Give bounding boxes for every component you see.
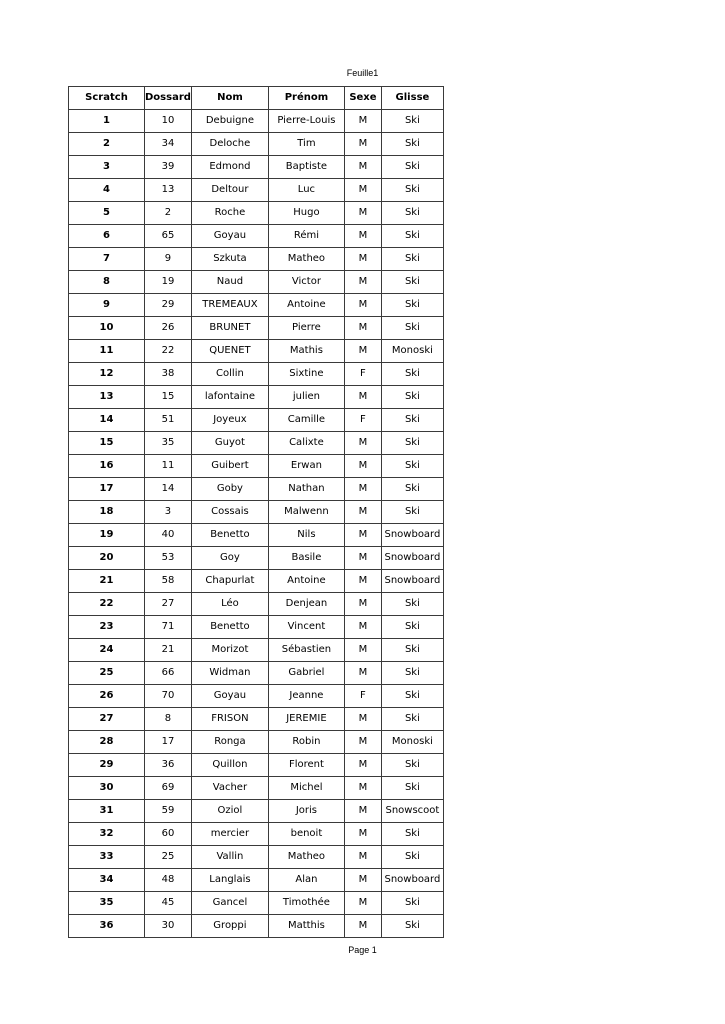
nom-cell: Goyau — [191, 225, 268, 248]
glisse-cell: Ski — [381, 179, 443, 202]
column-header-dossard: Dossard — [145, 87, 192, 110]
table-row — [69, 110, 444, 133]
prenom-cell: Tim — [268, 133, 344, 156]
nom-cell: Ronga — [191, 731, 268, 754]
sexe-cell: M — [344, 110, 381, 133]
scratch-cell: 1 — [69, 110, 145, 133]
page-number-footer: Page 1 — [348, 945, 377, 955]
sexe-cell: M — [344, 869, 381, 892]
prenom-cell: Pierre-Louis — [268, 110, 344, 133]
table-row — [69, 386, 444, 409]
table-row — [69, 248, 444, 271]
prenom-cell: Gabriel — [268, 662, 344, 685]
sexe-cell: M — [344, 225, 381, 248]
nom-cell: Joyeux — [191, 409, 268, 432]
prenom-cell: Jeanne — [268, 685, 344, 708]
table-row — [69, 777, 444, 800]
glisse-cell: Ski — [381, 639, 443, 662]
header-row — [69, 87, 444, 110]
glisse-cell: Ski — [381, 156, 443, 179]
glisse-cell: Monoski — [381, 340, 443, 363]
glisse-cell: Ski — [381, 478, 443, 501]
scratch-cell: 21 — [69, 570, 145, 593]
nom-cell: Chapurlat — [191, 570, 268, 593]
table-row — [69, 685, 444, 708]
scratch-cell: 6 — [69, 225, 145, 248]
glisse-cell: Snowboard — [381, 524, 443, 547]
nom-cell: Vallin — [191, 846, 268, 869]
prenom-cell: Erwan — [268, 455, 344, 478]
sexe-cell: M — [344, 156, 381, 179]
table-row — [69, 133, 444, 156]
prenom-cell: Baptiste — [268, 156, 344, 179]
sexe-cell: M — [344, 524, 381, 547]
glisse-cell: Ski — [381, 501, 443, 524]
nom-cell: Debuigne — [191, 110, 268, 133]
prenom-cell: Michel — [268, 777, 344, 800]
glisse-cell: Ski — [381, 754, 443, 777]
nom-cell: lafontaine — [191, 386, 268, 409]
glisse-cell: Ski — [381, 294, 443, 317]
glisse-cell: Ski — [381, 248, 443, 271]
scratch-cell: 24 — [69, 639, 145, 662]
glisse-cell: Snowboard — [381, 869, 443, 892]
scratch-cell: 2 — [69, 133, 145, 156]
scratch-cell: 28 — [69, 731, 145, 754]
scratch-cell: 7 — [69, 248, 145, 271]
nom-cell: Cossais — [191, 501, 268, 524]
nom-cell: Deloche — [191, 133, 268, 156]
scratch-cell: 17 — [69, 478, 145, 501]
table-row — [69, 823, 444, 846]
nom-cell: Groppi — [191, 915, 268, 938]
dossard-cell: 40 — [145, 524, 192, 547]
nom-cell: Morizot — [191, 639, 268, 662]
table-row — [69, 156, 444, 179]
glisse-cell: Ski — [381, 110, 443, 133]
glisse-cell: Ski — [381, 133, 443, 156]
dossard-cell: 70 — [145, 685, 192, 708]
sexe-cell: M — [344, 892, 381, 915]
sexe-cell: F — [344, 363, 381, 386]
scratch-cell: 30 — [69, 777, 145, 800]
glisse-cell: Ski — [381, 915, 443, 938]
glisse-cell: Ski — [381, 271, 443, 294]
scratch-cell: 35 — [69, 892, 145, 915]
nom-cell: QUENET — [191, 340, 268, 363]
table-row — [69, 202, 444, 225]
sexe-cell: M — [344, 478, 381, 501]
sexe-cell: M — [344, 340, 381, 363]
dossard-cell: 10 — [145, 110, 192, 133]
dossard-cell: 3 — [145, 501, 192, 524]
glisse-cell: Ski — [381, 616, 443, 639]
scratch-cell: 32 — [69, 823, 145, 846]
nom-cell: Roche — [191, 202, 268, 225]
scratch-cell: 11 — [69, 340, 145, 363]
prenom-cell: Alan — [268, 869, 344, 892]
table-row — [69, 294, 444, 317]
glisse-cell: Ski — [381, 593, 443, 616]
prenom-cell: Nils — [268, 524, 344, 547]
scratch-cell: 10 — [69, 317, 145, 340]
scratch-cell: 9 — [69, 294, 145, 317]
sexe-cell: M — [344, 708, 381, 731]
table-row — [69, 271, 444, 294]
scratch-cell: 5 — [69, 202, 145, 225]
dossard-cell: 25 — [145, 846, 192, 869]
prenom-cell: Rémi — [268, 225, 344, 248]
table-row — [69, 662, 444, 685]
glisse-cell: Ski — [381, 823, 443, 846]
nom-cell: Benetto — [191, 524, 268, 547]
scratch-cell: 16 — [69, 455, 145, 478]
sexe-cell: M — [344, 662, 381, 685]
glisse-cell: Ski — [381, 777, 443, 800]
glisse-cell: Ski — [381, 455, 443, 478]
prenom-cell: Vincent — [268, 616, 344, 639]
table-header — [69, 87, 444, 110]
sexe-cell: F — [344, 685, 381, 708]
prenom-cell: Denjean — [268, 593, 344, 616]
table-row — [69, 478, 444, 501]
table-row — [69, 731, 444, 754]
dossard-cell: 26 — [145, 317, 192, 340]
scratch-cell: 26 — [69, 685, 145, 708]
sexe-cell: M — [344, 616, 381, 639]
sexe-cell: M — [344, 455, 381, 478]
table-row — [69, 340, 444, 363]
glisse-cell: Ski — [381, 432, 443, 455]
scratch-cell: 18 — [69, 501, 145, 524]
prenom-cell: Malwenn — [268, 501, 344, 524]
prenom-cell: Nathan — [268, 478, 344, 501]
dossard-cell: 14 — [145, 478, 192, 501]
dossard-cell: 2 — [145, 202, 192, 225]
results-table — [68, 86, 444, 938]
nom-cell: Langlais — [191, 869, 268, 892]
sexe-cell: M — [344, 915, 381, 938]
scratch-cell: 19 — [69, 524, 145, 547]
table-row — [69, 846, 444, 869]
scratch-cell: 13 — [69, 386, 145, 409]
table-row — [69, 754, 444, 777]
dossard-cell: 29 — [145, 294, 192, 317]
glisse-cell: Monoski — [381, 731, 443, 754]
dossard-cell: 38 — [145, 363, 192, 386]
dossard-cell: 45 — [145, 892, 192, 915]
sexe-cell: M — [344, 547, 381, 570]
glisse-cell: Ski — [381, 409, 443, 432]
sexe-cell: M — [344, 386, 381, 409]
prenom-cell: Hugo — [268, 202, 344, 225]
table-row — [69, 524, 444, 547]
sexe-cell: M — [344, 248, 381, 271]
sexe-cell: M — [344, 133, 381, 156]
glisse-cell: Snowboard — [381, 570, 443, 593]
prenom-cell: Timothée — [268, 892, 344, 915]
dossard-cell: 27 — [145, 593, 192, 616]
sexe-cell: M — [344, 501, 381, 524]
glisse-cell: Ski — [381, 317, 443, 340]
table-row — [69, 547, 444, 570]
prenom-cell: Joris — [268, 800, 344, 823]
sexe-cell: M — [344, 317, 381, 340]
prenom-cell: Matheo — [268, 248, 344, 271]
table-row — [69, 593, 444, 616]
nom-cell: Edmond — [191, 156, 268, 179]
scratch-cell: 22 — [69, 593, 145, 616]
dossard-cell: 8 — [145, 708, 192, 731]
prenom-cell: Victor — [268, 271, 344, 294]
dossard-cell: 21 — [145, 639, 192, 662]
table-body — [69, 110, 444, 938]
sexe-cell: M — [344, 777, 381, 800]
table-row — [69, 225, 444, 248]
dossard-cell: 39 — [145, 156, 192, 179]
nom-cell: Naud — [191, 271, 268, 294]
table-row — [69, 869, 444, 892]
dossard-cell: 48 — [145, 869, 192, 892]
scratch-cell: 27 — [69, 708, 145, 731]
nom-cell: BRUNET — [191, 317, 268, 340]
sexe-cell: M — [344, 271, 381, 294]
dossard-cell: 36 — [145, 754, 192, 777]
glisse-cell: Ski — [381, 846, 443, 869]
prenom-cell: julien — [268, 386, 344, 409]
dossard-cell: 11 — [145, 455, 192, 478]
prenom-cell: Pierre — [268, 317, 344, 340]
sexe-cell: M — [344, 432, 381, 455]
glisse-cell: Ski — [381, 662, 443, 685]
scratch-cell: 12 — [69, 363, 145, 386]
dossard-cell: 17 — [145, 731, 192, 754]
column-header-sexe: Sexe — [344, 87, 381, 110]
table-row — [69, 708, 444, 731]
prenom-cell: Calixte — [268, 432, 344, 455]
sexe-cell: F — [344, 409, 381, 432]
nom-cell: mercier — [191, 823, 268, 846]
sexe-cell: M — [344, 846, 381, 869]
prenom-cell: Florent — [268, 754, 344, 777]
nom-cell: Oziol — [191, 800, 268, 823]
prenom-cell: Robin — [268, 731, 344, 754]
glisse-cell: Ski — [381, 202, 443, 225]
scratch-cell: 14 — [69, 409, 145, 432]
table-row — [69, 570, 444, 593]
dossard-cell: 19 — [145, 271, 192, 294]
dossard-cell: 51 — [145, 409, 192, 432]
dossard-cell: 53 — [145, 547, 192, 570]
nom-cell: Benetto — [191, 616, 268, 639]
dossard-cell: 66 — [145, 662, 192, 685]
nom-cell: Guyot — [191, 432, 268, 455]
nom-cell: Guibert — [191, 455, 268, 478]
table-row — [69, 616, 444, 639]
sexe-cell: M — [344, 593, 381, 616]
nom-cell: Léo — [191, 593, 268, 616]
prenom-cell: Sébastien — [268, 639, 344, 662]
prenom-cell: Sixtine — [268, 363, 344, 386]
glisse-cell: Ski — [381, 685, 443, 708]
glisse-cell: Ski — [381, 225, 443, 248]
column-header-scratch: Scratch — [69, 87, 145, 110]
column-header-prenom: Prénom — [268, 87, 344, 110]
dossard-cell: 60 — [145, 823, 192, 846]
scratch-cell: 8 — [69, 271, 145, 294]
glisse-cell: Snowscoot — [381, 800, 443, 823]
nom-cell: Deltour — [191, 179, 268, 202]
nom-cell: TREMEAUX — [191, 294, 268, 317]
table-row — [69, 317, 444, 340]
nom-cell: Goyau — [191, 685, 268, 708]
scratch-cell: 20 — [69, 547, 145, 570]
scratch-cell: 3 — [69, 156, 145, 179]
glisse-cell: Ski — [381, 386, 443, 409]
glisse-cell: Ski — [381, 708, 443, 731]
sexe-cell: M — [344, 823, 381, 846]
prenom-cell: JEREMIE — [268, 708, 344, 731]
dossard-cell: 34 — [145, 133, 192, 156]
scratch-cell: 29 — [69, 754, 145, 777]
table-row — [69, 179, 444, 202]
glisse-cell: Ski — [381, 892, 443, 915]
sexe-cell: M — [344, 800, 381, 823]
dossard-cell: 22 — [145, 340, 192, 363]
dossard-cell: 59 — [145, 800, 192, 823]
nom-cell: Szkuta — [191, 248, 268, 271]
table-row — [69, 800, 444, 823]
prenom-cell: Matthis — [268, 915, 344, 938]
table-row — [69, 409, 444, 432]
prenom-cell: Luc — [268, 179, 344, 202]
sexe-cell: M — [344, 294, 381, 317]
glisse-cell: Snowboard — [381, 547, 443, 570]
table-row — [69, 501, 444, 524]
column-header-glisse: Glisse — [381, 87, 443, 110]
scratch-cell: 36 — [69, 915, 145, 938]
dossard-cell: 15 — [145, 386, 192, 409]
sheet-name-header: Feuille1 — [346, 68, 379, 78]
prenom-cell: Basile — [268, 547, 344, 570]
sexe-cell: M — [344, 179, 381, 202]
dossard-cell: 71 — [145, 616, 192, 639]
glisse-cell: Ski — [381, 363, 443, 386]
dossard-cell: 65 — [145, 225, 192, 248]
scratch-cell: 34 — [69, 869, 145, 892]
sexe-cell: M — [344, 570, 381, 593]
scratch-cell: 25 — [69, 662, 145, 685]
prenom-cell: Camille — [268, 409, 344, 432]
nom-cell: Collin — [191, 363, 268, 386]
prenom-cell: benoit — [268, 823, 344, 846]
prenom-cell: Antoine — [268, 294, 344, 317]
sexe-cell: M — [344, 754, 381, 777]
scratch-cell: 31 — [69, 800, 145, 823]
nom-cell: Gancel — [191, 892, 268, 915]
table-row — [69, 892, 444, 915]
sexe-cell: M — [344, 202, 381, 225]
table-row — [69, 363, 444, 386]
table-row — [69, 432, 444, 455]
nom-cell: Goby — [191, 478, 268, 501]
dossard-cell: 69 — [145, 777, 192, 800]
dossard-cell: 35 — [145, 432, 192, 455]
prenom-cell: Antoine — [268, 570, 344, 593]
dossard-cell: 9 — [145, 248, 192, 271]
sexe-cell: M — [344, 731, 381, 754]
prenom-cell: Matheo — [268, 846, 344, 869]
nom-cell: FRISON — [191, 708, 268, 731]
prenom-cell: Mathis — [268, 340, 344, 363]
dossard-cell: 30 — [145, 915, 192, 938]
dossard-cell: 58 — [145, 570, 192, 593]
table-row — [69, 915, 444, 938]
table-row — [69, 455, 444, 478]
table-row — [69, 639, 444, 662]
nom-cell: Quillon — [191, 754, 268, 777]
sexe-cell: M — [344, 639, 381, 662]
nom-cell: Vacher — [191, 777, 268, 800]
scratch-cell: 15 — [69, 432, 145, 455]
scratch-cell: 33 — [69, 846, 145, 869]
scratch-cell: 23 — [69, 616, 145, 639]
column-header-nom: Nom — [191, 87, 268, 110]
nom-cell: Goy — [191, 547, 268, 570]
scratch-cell: 4 — [69, 179, 145, 202]
dossard-cell: 13 — [145, 179, 192, 202]
nom-cell: Widman — [191, 662, 268, 685]
